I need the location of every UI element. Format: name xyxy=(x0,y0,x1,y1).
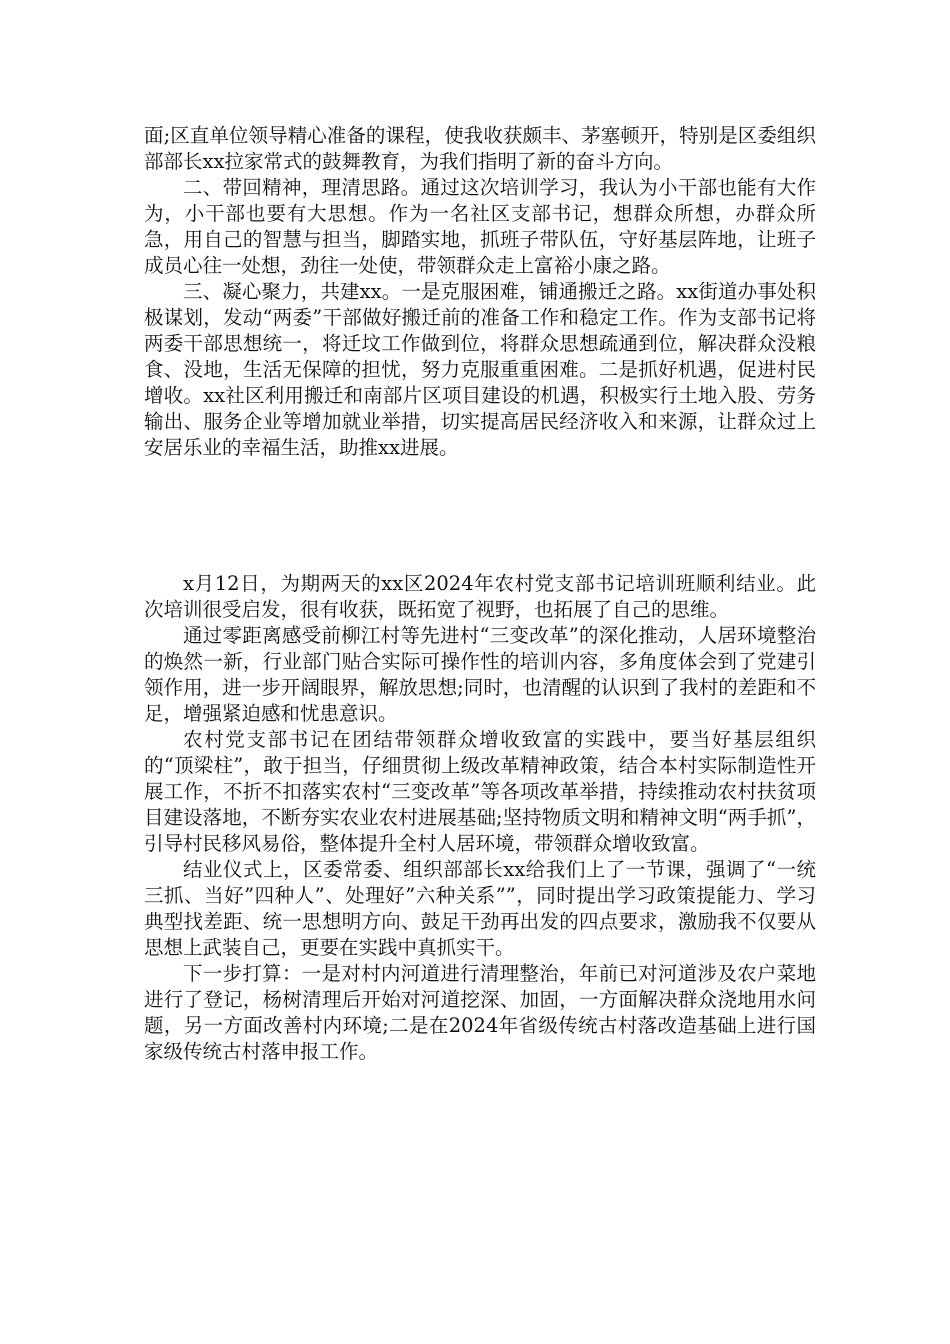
paragraph-pillar: 农村党支部书记在团结带领群众增收致富的实践中，要当好基层组织的“顶梁柱”，敢于担当，仔细贯彻上级改革精神政策，结合本村实际制造性开展工作，不折不扣落实农村“三变改革”等各项改革举措，持续推动农村扶贫项目建设落地，不断夯实农业农村进展基础;坚持物质文明和精神文明“两手抓”，引导村民移风易俗，整体提升全村人居环境，带领群众增收致富。 xyxy=(144,728,816,855)
paragraph-continuation: 面;区直单位领导精心准备的课程，使我收获颇丰、茅塞顿开，特别是区委组织部部长xx拉家常式的鼓舞教育，为我们指明了新的奋斗方向。 xyxy=(144,124,816,173)
paragraph-next-plan: 下一步打算：一是对村内河道进行清理整治，年前已对河道涉及农户菜地进行了登记，杨树清理后开始对河道挖深、加固，一方面解决群众浇地用水问题，另一方面改善村内环境;二是在2024年省级传统古村落改造基础上进行国家级传统古村落申报工作。 xyxy=(144,962,816,1063)
paragraph-training-end: x月12日，为期两天的xx区2024年农村党支部书记培训班顺利结业。此次培训很受启发，很有收获，既拓宽了视野，也拓展了自己的思维。 xyxy=(144,572,816,621)
paragraph-unite-build: 三、凝心聚力，共建xx。一是克服困难，铺通搬迁之路。xx街道办事处积极谋划，发动“两委”干部做好搬迁前的准备工作和稳定工作。作为支部书记将两委干部思想统一，将迁坟工作做到位，将群众思想疏通到位，解决群众没粮食、没地，生活无保障的担忧，努力克服重重困难。二是抓好机遇，促进村民增收。xx社区利用搬迁和南部片区项目建设的机遇，积极实行土地入股、劳务输出、服务企业等增加就业举措，切实提高居民经济收入和来源，让群众过上安居乐业的幸福生活，助推xx进展。 xyxy=(144,280,816,459)
section-one xyxy=(144,123,816,461)
paragraph-ceremony: 结业仪式上，区委常委、组织部部长xx给我们上了一节课，强调了“一统三抓、当好”四种人”、处理好”六种关系””，同时提出学习政策提能力、学习典型找差距、统一思想明方向、鼓足干劲再出发的四点要求，激励我不仅要从思想上武装自己，更要在实践中真抓实干。 xyxy=(144,858,816,959)
section-two xyxy=(144,571,816,1065)
paragraph-bring-back-spirit: 二、带回精神，理清思路。通过这次培训学习，我认为小干部也能有大作为，小干部也要有大思想。作为一名社区支部书记，想群众所想，办群众所急，用自己的智慧与担当，脚踏实地，抓班子带队伍，守好基层阵地，让班子成员心往一处想，劲往一处使，带领群众走上富裕小康之路。 xyxy=(144,176,816,277)
paragraph-zero-distance: 通过零距离感受前柳江村等先进村“三变改革”的深化推动，人居环境整治的焕然一新，行业部门贴合实际可操作性的培训内容，多角度体会到了党建引领作用，进一步开阔眼界，解放思想;同时，也清醒的认识到了我村的差距和不足，增强紧迫感和忧患意识。 xyxy=(144,624,816,725)
